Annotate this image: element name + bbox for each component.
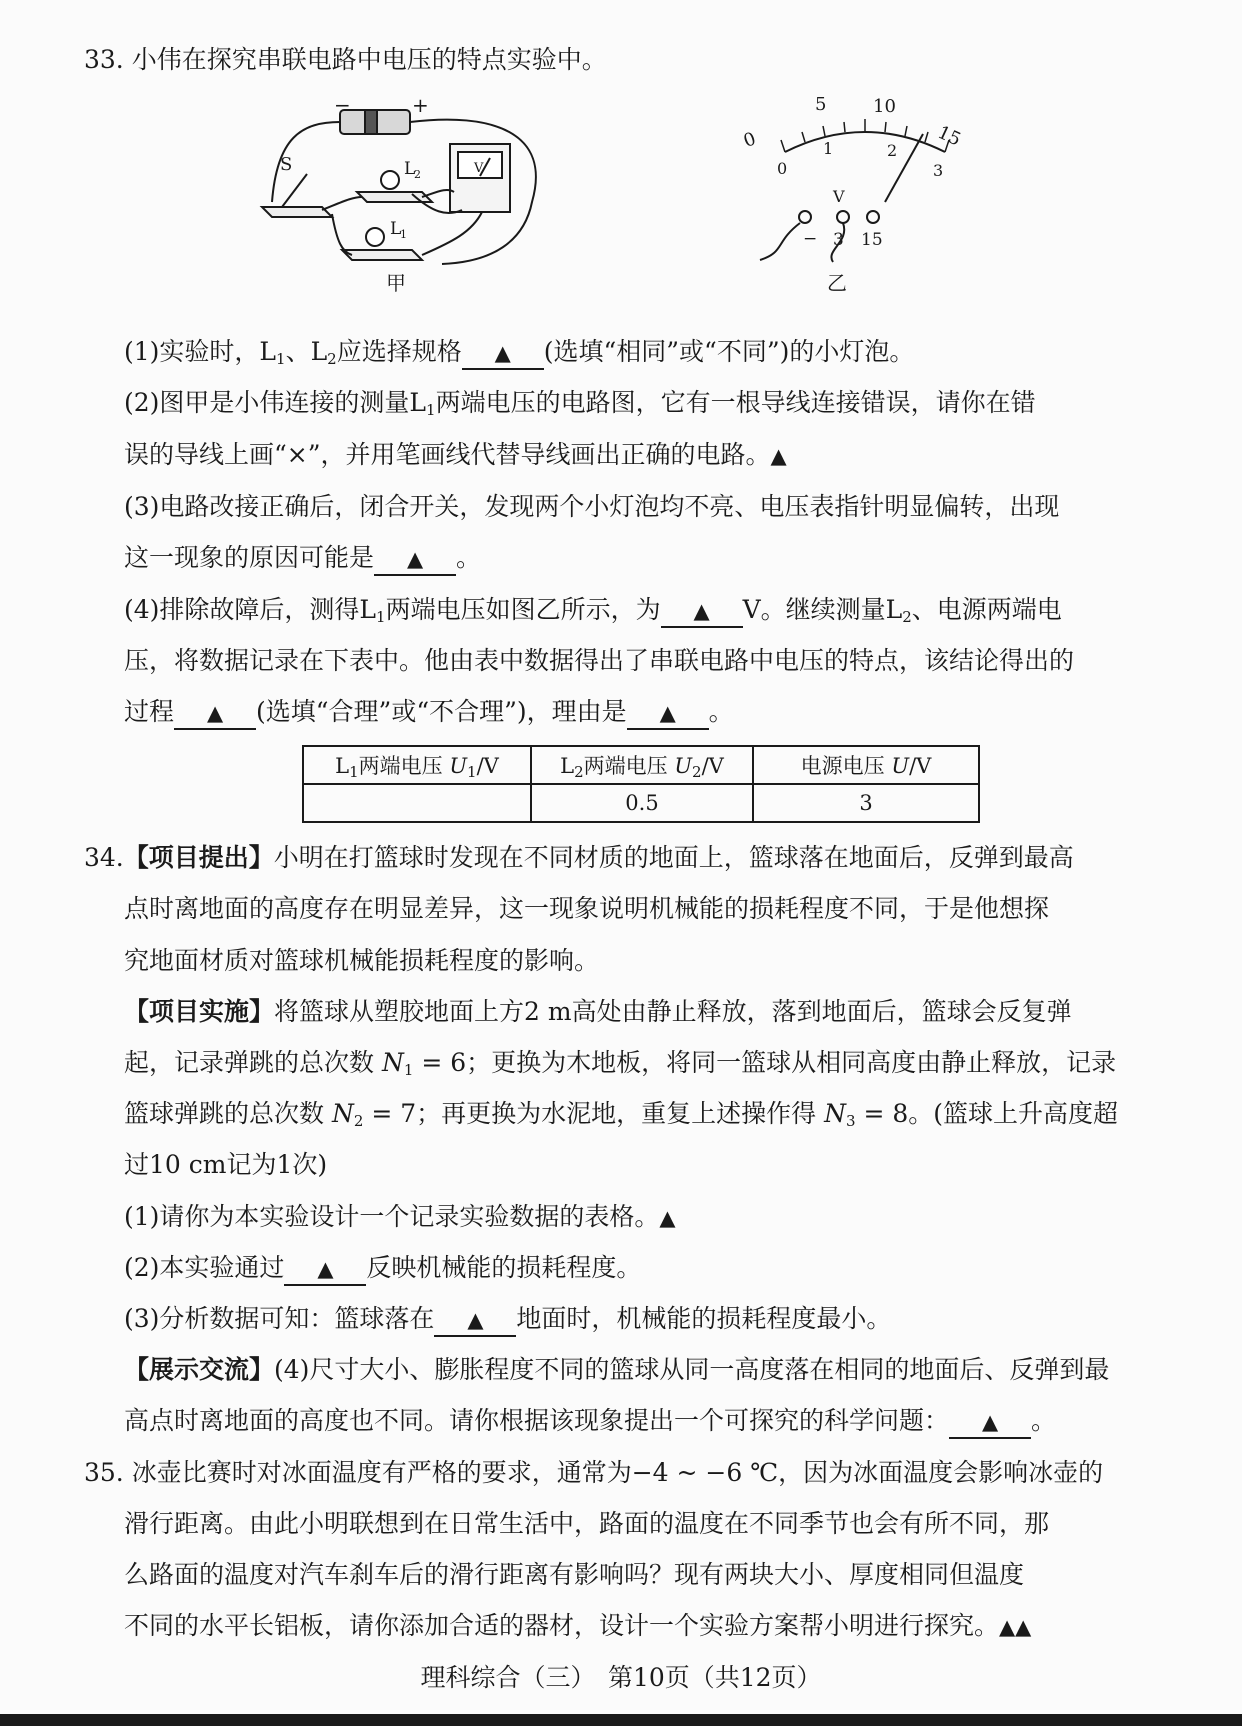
wire-minus: [760, 223, 800, 260]
top-scale-0: 0: [740, 128, 759, 152]
page-footer: 理科综合（三） 第10页（共12页）: [420, 1663, 822, 1692]
answer-blank-6[interactable]: ▲: [627, 697, 709, 730]
header-u1: $L_1$两端电压 $U_1/V$: [303, 746, 531, 784]
terminal-15: [867, 211, 879, 223]
q35-line4: 不同的水平长铝板，请你添加合适的器材，设计一个实验方案帮小明进行探究。▲▲: [124, 1611, 1032, 1640]
answer-blank-8[interactable]: ▲: [284, 1253, 366, 1286]
switch-lever: [282, 174, 307, 207]
bottom-scale-2: 2: [887, 141, 898, 160]
answer-blank-1[interactable]: ▲: [462, 337, 544, 370]
lamp-l2-sub: 2: [414, 168, 421, 181]
q34-line4: 【项目实施】将篮球从塑胶地面上方2 m高处由静止释放，落到地面后，篮球会反复弹: [124, 997, 1072, 1026]
answer-mark-7[interactable]: ▲: [659, 1206, 676, 1230]
lamp-l1-bulb: [366, 228, 384, 246]
q33-stem: 33. 小伟在探究串联电路中电压的特点实验中。: [84, 45, 607, 74]
cell-u: 3: [753, 784, 979, 822]
q34-part2: (2)本实验通过 ▲ 反映机械能的损耗程度。: [124, 1250, 641, 1286]
q34-part1: (1)请你为本实验设计一个记录实验数据的表格。▲: [124, 1202, 676, 1231]
bottom-scale-1: 1: [823, 139, 834, 158]
top-scale-5: 5: [815, 94, 827, 115]
battery-minus-label: −: [334, 93, 351, 117]
q34-line3: 究地面材质对篮球机械能损耗程度的影响。: [124, 946, 600, 975]
q33-part4-line1: (4)排除故障后，测得$L_1$两端电压如图乙所示，为 ▲ V。继续测量$L_2$、电源两端电: [124, 595, 1062, 626]
lamp-l1-label: L: [390, 219, 402, 239]
cell-u1[interactable]: [303, 784, 531, 822]
answer-blank-10[interactable]: ▲: [949, 1406, 1031, 1439]
dial-symbol: V: [833, 187, 845, 206]
figure-yi-caption: 乙: [827, 271, 847, 295]
battery-plus-label: +: [412, 93, 429, 117]
bottom-scan-edge: [0, 1714, 1242, 1726]
lamp-l1-sub: 1: [400, 228, 407, 241]
switch-base: [262, 207, 332, 217]
q33-part2-line1: (2)图甲是小伟连接的测量$L_1$两端电压的电路图，它有一根导线连接错误，请你在错: [124, 388, 1036, 419]
q34-part4-line2: 高点时离地面的高度也不同。请你根据该现象提出一个可探究的科学问题： ▲ 。: [124, 1403, 1056, 1439]
q33-part4-line2: 压，将数据记录在下表中。他由表中数据得出了串联电路中电压的特点，该结论得出的: [124, 646, 1075, 675]
answer-mark-11[interactable]: ▲▲: [999, 1615, 1032, 1639]
top-scale-10: 10: [873, 96, 896, 117]
q33-part3-line1: (3)电路改接正确后，闭合开关，发现两个小灯泡均不亮、电压表指针明显偏转，出现: [124, 492, 1060, 521]
dial-scale-arc: [785, 132, 945, 152]
header-u: 电源电压 U/V: [753, 746, 979, 784]
lamp-l1-base: [342, 250, 422, 260]
lamp-l2-label: L: [404, 159, 416, 179]
q33-part1: (1)实验时，$L_1$、$L_2$应选择规格 ▲ (选填“相同”或“不同”)的小灯泡。: [124, 337, 915, 368]
q33-part3-line2: 这一现象的原因可能是 ▲ 。: [124, 540, 481, 576]
q35-line1: 35. 冰壶比赛时对冰面温度有严格的要求，通常为−4 ~ −6 ℃，因为冰面温度会影响冰壶的: [84, 1458, 1104, 1487]
switch-label: S: [280, 154, 293, 175]
terminal-minus-label: −: [803, 229, 818, 249]
bottom-scale-0: 0: [777, 159, 788, 178]
header-u2: $L_2$两端电压 $U_2/V$: [531, 746, 753, 784]
figure-yi-voltmeter: [740, 92, 1005, 302]
terminal-3: [837, 211, 849, 223]
q34-line2: 点时离地面的高度存在明显差异，这一现象说明机械能的损耗程度不同，于是他想探: [124, 894, 1050, 923]
lamp-l2-bulb: [381, 171, 399, 189]
q34-line5: 起，记录弹跳的总次数 $N_1 = 6$；更换为木地板，将同一篮球从相同高度由静止释放，记录: [124, 1048, 1117, 1079]
q34-part4-line1: 【展示交流】(4)尺寸大小、膨胀程度不同的篮球从同一高度落在相同的地面后、反弹到最: [124, 1355, 1110, 1384]
bottom-scale-3: 3: [933, 161, 944, 180]
answer-blank-5[interactable]: ▲: [174, 697, 256, 730]
top-scale-15: 15: [934, 121, 965, 151]
q33-part4-line3: 过程 ▲ (选填“合理”或“不合理”)，理由是 ▲ 。: [124, 694, 734, 730]
figure-jia-circuit: [262, 92, 562, 295]
q33-part2-line2: 误的导线上画“×”，并用笔画线代替导线画出正确的电路。▲: [124, 440, 787, 469]
q35-line3: 么路面的温度对汽车刹车后的滑行距离有影响吗？现有两块大小、厚度相同但温度: [124, 1560, 1025, 1589]
q34-line1: 34.【项目提出】小明在打篮球时发现在不同材质的地面上，篮球落在地面后，反弹到最高: [84, 843, 1074, 872]
answer-blank-9[interactable]: ▲: [434, 1304, 516, 1337]
q35-line2: 滑行距离。由此小明联想到在日常生活中，路面的温度在不同季节也会有所不同，那: [124, 1509, 1050, 1538]
terminal-3-label: 3: [833, 230, 844, 250]
answer-mark-2[interactable]: ▲: [770, 444, 787, 468]
terminal-15-label: 15: [861, 230, 883, 250]
q34-part3: (3)分析数据可知：篮球落在 ▲ 地面时，机械能的损耗程度最小。: [124, 1301, 891, 1337]
answer-blank-3[interactable]: ▲: [374, 543, 456, 576]
cell-u2: 0.5: [531, 784, 753, 822]
voltage-table: [302, 745, 980, 823]
q34-line6: 篮球弹跳的总次数 $N_2 = 7$；再更换为水泥地，重复上述操作得 $N_3 = 8$。(篮球上升高度超: [124, 1099, 1119, 1130]
terminal-minus: [799, 211, 811, 223]
figure-jia-caption: 甲: [386, 271, 406, 295]
voltmeter-symbol: V: [474, 161, 484, 176]
answer-blank-4[interactable]: ▲: [661, 595, 743, 628]
q34-line7: 过10 cm记为1次): [124, 1150, 328, 1179]
